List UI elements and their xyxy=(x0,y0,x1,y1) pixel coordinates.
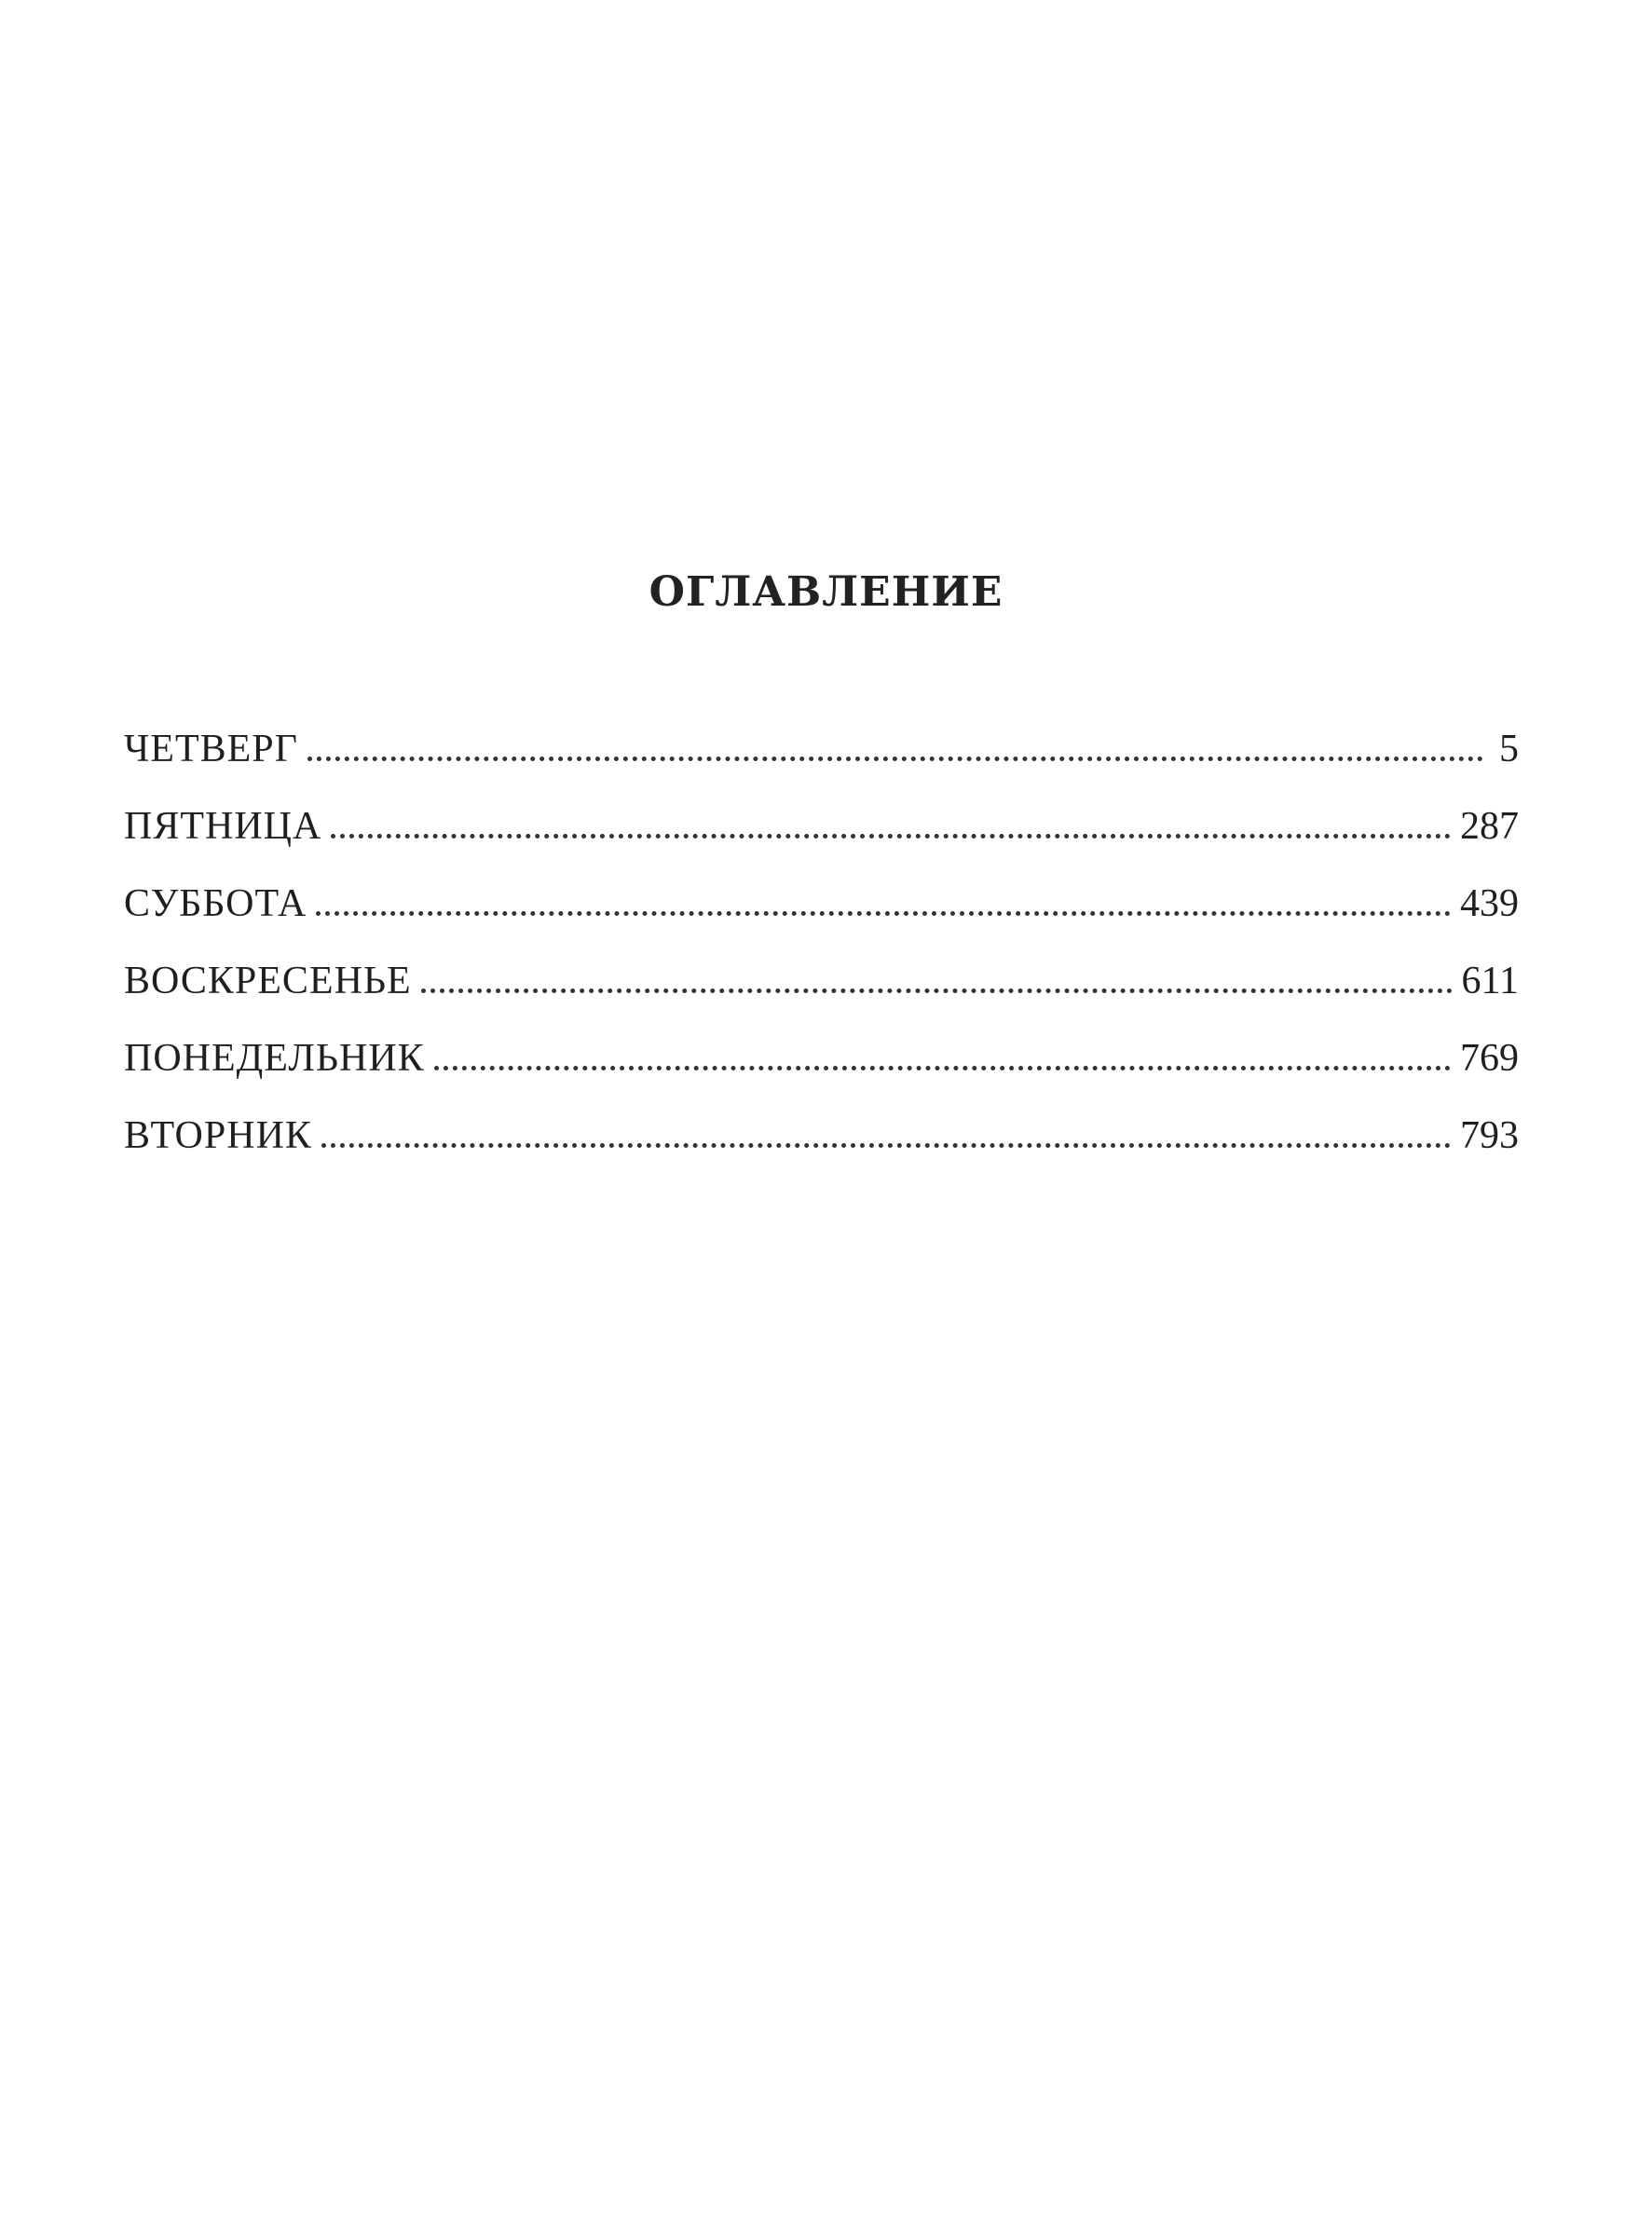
contents-entry-friday[interactable] xyxy=(124,804,1519,881)
entry-page-number: 769 xyxy=(1460,1037,1519,1080)
entry-label: ВТОРНИК xyxy=(124,1114,312,1157)
contents-title: ОГЛАВЛЕНИЕ xyxy=(649,568,1003,616)
entry-page-number: 793 xyxy=(1460,1114,1519,1157)
entry-page-number: 439 xyxy=(1460,882,1519,925)
entry-page-number: 611 xyxy=(1461,960,1519,1002)
entry-label: ПЯТНИЦА xyxy=(124,805,322,848)
dot-leader xyxy=(316,911,1451,916)
dot-leader xyxy=(321,1143,1451,1148)
dot-leader xyxy=(307,757,1483,761)
entry-page-number: 5 xyxy=(1499,728,1519,770)
contents-entry-saturday[interactable] xyxy=(124,881,1519,959)
contents-entry-thursday[interactable] xyxy=(124,727,1519,804)
entry-label: ЧЕТВЕРГ xyxy=(124,728,298,770)
dot-leader xyxy=(331,834,1451,838)
dot-leader xyxy=(434,1066,1451,1070)
entry-label: ПОНЕДЕЛЬНИК xyxy=(124,1037,425,1080)
entry-label: СУББОТА xyxy=(124,882,307,925)
contents-entry-tuesday[interactable] xyxy=(124,1113,1519,1191)
contents-entry-monday[interactable] xyxy=(124,1036,1519,1113)
entry-page-number: 287 xyxy=(1460,805,1519,848)
reverse-side-show-through xyxy=(102,172,1556,370)
dot-leader xyxy=(421,988,1453,993)
entry-label: ВОСКРЕСЕНЬЕ xyxy=(124,960,412,1002)
contents-list xyxy=(124,727,1519,1191)
contents-entry-sunday[interactable] xyxy=(124,959,1519,1036)
